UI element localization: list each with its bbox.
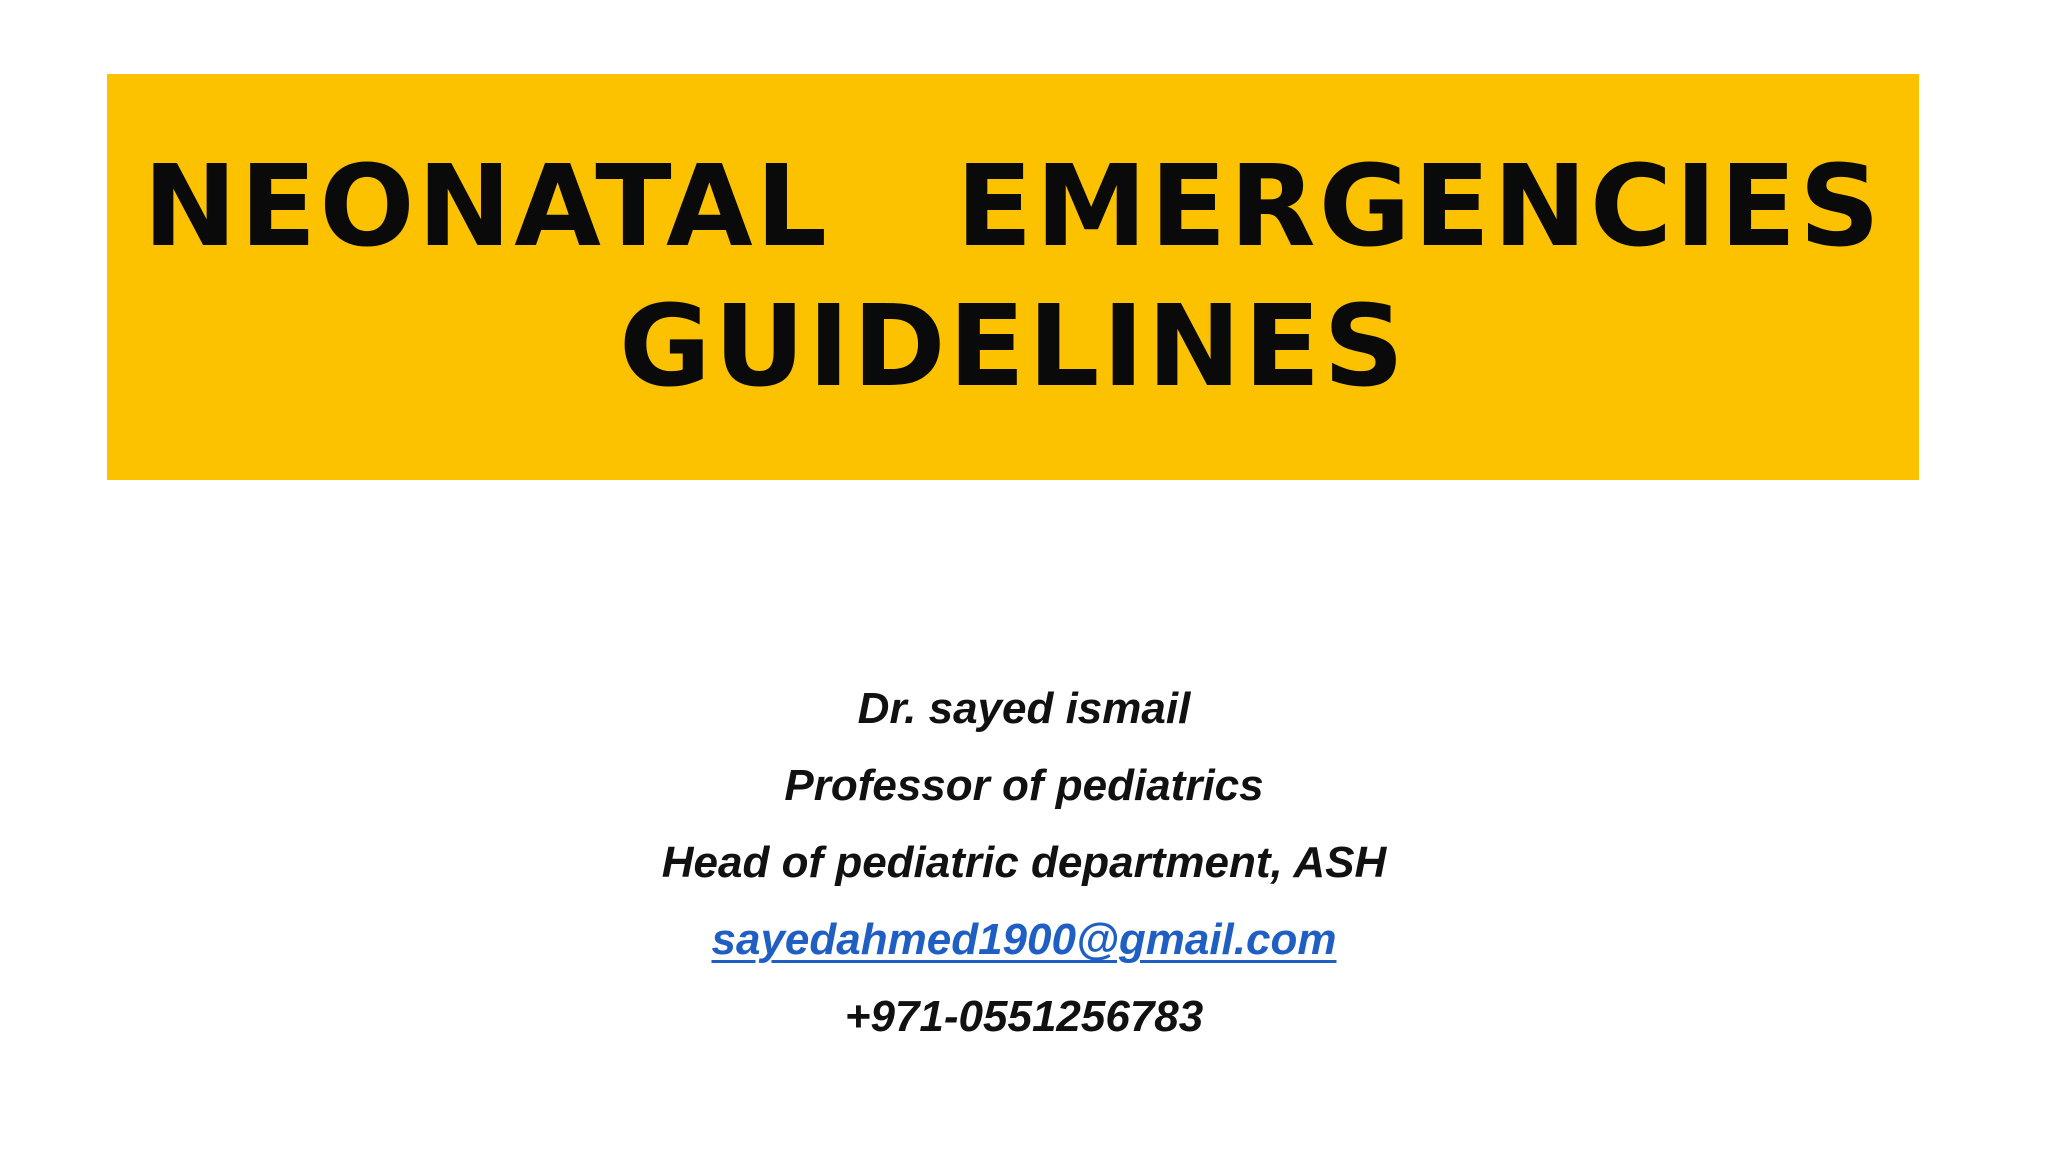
title-line-1: NEONATAL EMERGENCIES <box>143 142 1883 272</box>
title-line-2: GUIDELINES <box>619 282 1407 412</box>
author-block <box>0 670 2048 1055</box>
author-name: Dr. sayed ismail <box>857 684 1191 733</box>
author-department: Head of pediatric department, ASH <box>661 838 1387 887</box>
title-banner <box>107 74 1919 480</box>
author-position: Professor of pediatrics <box>784 761 1264 810</box>
author-phone: +971-0551256783 <box>844 992 1204 1041</box>
author-email-link[interactable]: sayedahmed1900@gmail.com <box>711 915 1337 964</box>
